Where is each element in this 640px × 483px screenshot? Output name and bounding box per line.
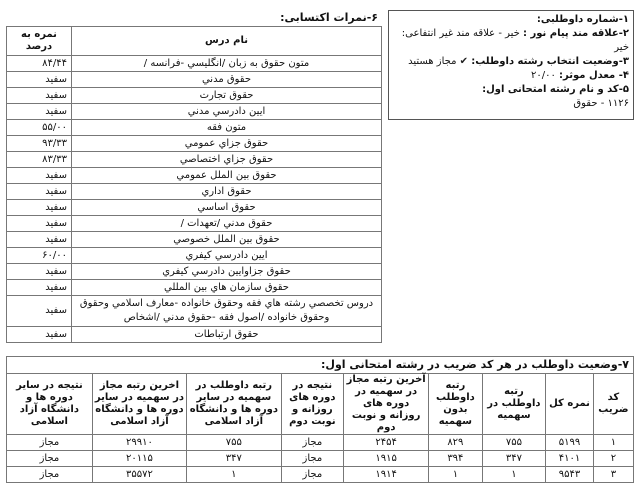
ranks-cell: ۳ <box>593 467 633 483</box>
ranks-cell: ۷۵۵ <box>482 435 546 451</box>
applicant-info-box <box>388 10 634 120</box>
payam-noor-value-2: خیر <box>614 42 629 53</box>
grade-score: سفید <box>7 327 72 343</box>
ranks-row <box>7 467 634 483</box>
ranks-table <box>6 373 634 483</box>
grade-row <box>7 88 382 104</box>
ranks-header-cell: نمره کل <box>546 374 594 435</box>
grade-course: حقوق جزاوايين دادرسي كيفري <box>72 264 382 280</box>
grade-course: حقوق جزاي اختصاصي <box>72 152 382 168</box>
payam-noor-label: ۲-علاقه مند پیام نور : <box>523 28 629 39</box>
grade-row <box>7 104 382 120</box>
ranks-cell: ۴۱۰۱ <box>546 451 594 467</box>
grade-score: سفید <box>7 232 72 248</box>
ranks-header-cell: آخرین رتبه مجاز در سهمیه در دوره های روزانه و نوبت دوم <box>344 374 429 435</box>
ranks-cell: مجاز <box>7 435 93 451</box>
grade-score: سفید <box>7 72 72 88</box>
checkmark-icon: ✔ <box>459 56 469 67</box>
grade-score: سفید <box>7 200 72 216</box>
grade-score: ۸۴/۴۴ <box>7 56 72 72</box>
exam-field-value-row <box>393 97 629 111</box>
grade-score: ۹۳/۳۳ <box>7 136 72 152</box>
exam-field-label: ۵-کد و نام رشته امتحانی اول: <box>482 84 629 95</box>
grades-table <box>6 26 382 343</box>
ranks-header-row <box>7 374 634 435</box>
gpa-value: ۲۰/۰۰ <box>531 70 556 81</box>
ranks-cell: مجاز <box>7 467 93 483</box>
ranks-cell: ۱۹۱۵ <box>344 451 429 467</box>
grade-course: حقوق مدني /تعهدات / <box>72 216 382 232</box>
applicant-number-row <box>393 13 629 27</box>
grades-header-course: نام درس <box>72 27 382 56</box>
grades-header-row <box>7 27 382 56</box>
gpa-row <box>393 69 629 83</box>
ranks-cell: ۲۴۵۴ <box>344 435 429 451</box>
ranks-cell: ۲ <box>593 451 633 467</box>
grade-course: حقوق بين الملل خصوصي <box>72 232 382 248</box>
ranks-cell: مجاز <box>281 435 344 451</box>
grade-course: حقوق تجارت <box>72 88 382 104</box>
applicant-number-label: ۱-شماره داوطلبی: <box>536 14 629 25</box>
ranks-cell: مجاز <box>281 451 344 467</box>
grade-score: سفید <box>7 168 72 184</box>
grade-score: سفید <box>7 216 72 232</box>
ranks-header-cell: رتبه داوطلب در سهمیه در سایر دوره ها و دانشگاه آزاد اسلامی <box>187 374 281 435</box>
grade-score: ۸۳/۳۳ <box>7 152 72 168</box>
grade-row <box>7 280 382 296</box>
exam-field-row <box>393 83 629 97</box>
ranks-row <box>7 451 634 467</box>
grade-score: ۶۰/۰۰ <box>7 248 72 264</box>
ranks-cell: ۷۵۵ <box>187 435 281 451</box>
ranks-section <box>6 356 634 483</box>
grade-course: حقوق مدني <box>72 72 382 88</box>
ranks-cell: ۱ <box>593 435 633 451</box>
ranks-cell: ۱ <box>429 467 482 483</box>
grade-row <box>7 200 382 216</box>
ranks-cell: ۱ <box>187 467 281 483</box>
ranks-cell: ۱ <box>482 467 546 483</box>
field-status-row <box>393 55 629 69</box>
grade-score: سفید <box>7 184 72 200</box>
ranks-cell: ۸۲۹ <box>429 435 482 451</box>
grade-score: ۵۵/۰۰ <box>7 120 72 136</box>
payam-noor-row <box>393 27 629 41</box>
exam-field-value: ۱۱۲۶ - حقوق <box>573 98 629 109</box>
grade-score: سفید <box>7 280 72 296</box>
ranks-cell: مجاز <box>281 467 344 483</box>
grade-course: ايين دادرسي مدني <box>72 104 382 120</box>
ranks-title: ۷-وضعیت داوطلب در هر کد ضریب در رشته امتحانی اول: <box>6 356 634 373</box>
grade-course: متون فقه <box>72 120 382 136</box>
grade-course: دروس تخصصي رشته هاي فقه وحقوق خانواده -معارف اسلامي وحقوق وحقوق خانواده /اصول فقه -حقوق مدني /اشخاص <box>72 296 382 327</box>
ranks-cell: مجاز <box>7 451 93 467</box>
grade-course: متون حقوق به زبان /انگليسي -فرانسه / <box>72 56 382 72</box>
grade-row <box>7 120 382 136</box>
grade-course: حقوق اداري <box>72 184 382 200</box>
grade-score: سفید <box>7 264 72 280</box>
grades-header-score: نمره به درصد <box>7 27 72 56</box>
ranks-header-cell: اخرین رتبه مجاز در سهمیه در سایر دوره ها و دانشگاه آزاد اسلامی <box>92 374 186 435</box>
grade-row <box>7 327 382 343</box>
top-section <box>0 6 640 352</box>
grade-row <box>7 72 382 88</box>
grade-row <box>7 168 382 184</box>
ranks-header-cell: نتیجه در سایر دوره ها و دانشگاه آزاد اسلامی <box>7 374 93 435</box>
grade-row <box>7 232 382 248</box>
ranks-header-cell: رتبه داوطلب در سهمیه <box>482 374 546 435</box>
ranks-cell: ۲۹۹۱۰ <box>92 435 186 451</box>
grade-course: حقوق سازمان هاي بين المللي <box>72 280 382 296</box>
grade-row <box>7 264 382 280</box>
grades-section <box>6 10 382 343</box>
grades-title: ۶-نمرات اکتسابی: <box>280 11 378 24</box>
ranks-cell: ۵۱۹۹ <box>546 435 594 451</box>
ranks-row <box>7 435 634 451</box>
ranks-cell: ۳۴۷ <box>187 451 281 467</box>
grade-score: سفید <box>7 296 72 327</box>
grade-course: حقوق جزاي عمومي <box>72 136 382 152</box>
ranks-header-cell: رتبه داوطلب بدون سهمیه <box>429 374 482 435</box>
grade-row <box>7 56 382 72</box>
grade-row <box>7 152 382 168</box>
grade-row <box>7 296 382 327</box>
grade-course: حقوق ارتباطات <box>72 327 382 343</box>
grade-row <box>7 248 382 264</box>
grade-row <box>7 184 382 200</box>
field-status-value: مجاز هستید <box>408 56 457 67</box>
ranks-body <box>7 435 634 483</box>
ranks-cell: ۲۰۱۱۵ <box>92 451 186 467</box>
grade-row <box>7 136 382 152</box>
ranks-cell: ۹۵۴۳ <box>546 467 594 483</box>
payam-noor-row-2 <box>393 41 629 55</box>
grade-course: ايين دادرسي كيفري <box>72 248 382 264</box>
field-status-label: ۳-وضعیت انتخاب رشته داوطلب: <box>471 56 629 67</box>
grade-course: حقوق اساسي <box>72 200 382 216</box>
grade-course: حقوق بين الملل عمومي <box>72 168 382 184</box>
ranks-cell: ۱۹۱۴ <box>344 467 429 483</box>
grade-row <box>7 216 382 232</box>
grade-score: سفید <box>7 104 72 120</box>
ranks-cell: ۳۴۷ <box>482 451 546 467</box>
payam-noor-value: خیر - علاقه مند غیر انتفاعی: <box>401 28 520 39</box>
ranks-cell: ۳۹۴ <box>429 451 482 467</box>
grades-body <box>7 56 382 343</box>
gpa-label: ۴- معدل موثر: <box>559 70 629 81</box>
ranks-header-cell: نتیجه در دوره های روزانه و نوبت دوم <box>281 374 344 435</box>
grade-score: سفید <box>7 88 72 104</box>
ranks-header-cell: کد ضریب <box>593 374 633 435</box>
ranks-cell: ۳۵۵۷۲ <box>92 467 186 483</box>
